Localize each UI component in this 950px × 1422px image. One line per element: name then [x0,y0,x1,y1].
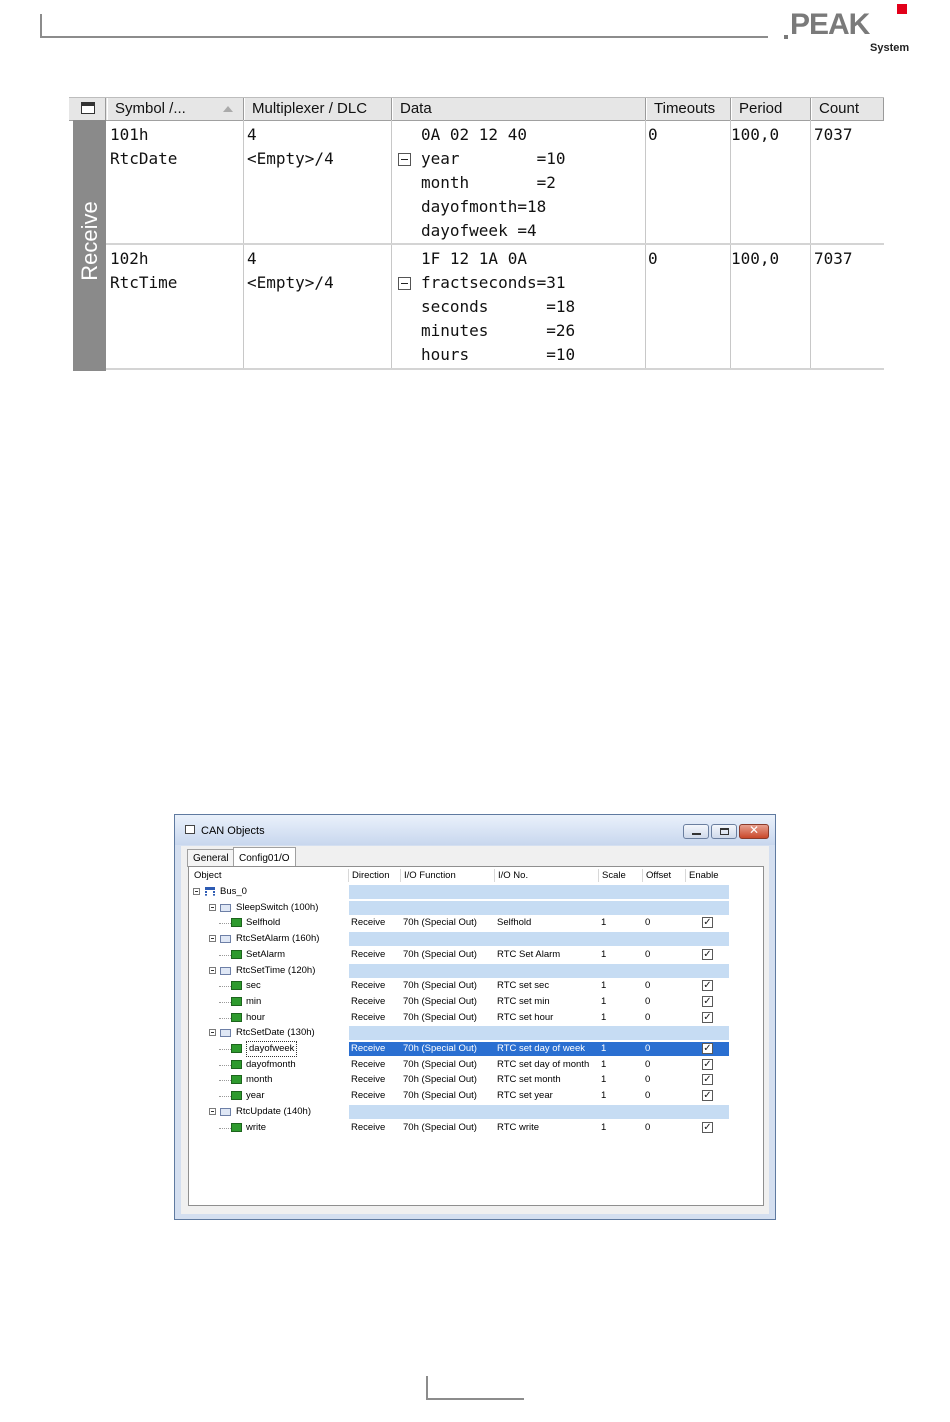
message-icon [220,935,231,943]
maximize-button[interactable] [711,824,737,839]
tree-row-bus[interactable] [189,884,734,900]
cell-dlc: 4 [247,249,257,268]
cell-count: 7037 [814,249,853,268]
receive-grid [69,97,884,371]
io-function-value: 70h (Special Out) [403,980,477,992]
enable-checkbox[interactable]: ✓ [703,980,712,992]
enable-checkbox[interactable]: ✓ [703,1058,712,1070]
direction-value: Receive [351,1011,386,1023]
object-name: SleepSwitch (100h) [236,901,319,913]
tree-row-message[interactable] [189,1025,734,1041]
cell-signal: dayofmonth=18 [421,197,547,216]
page-header-rule [40,14,768,38]
tab-general[interactable]: General [187,849,235,867]
message-icon [220,967,231,975]
tree-connector [219,1018,231,1020]
tree-connector [219,1002,231,1004]
cell-bytes: 0A 02 12 40 [421,125,527,144]
enable-checkbox[interactable]: ✓ [703,1121,712,1133]
io-signal-icon [231,1013,242,1022]
io-signal-icon [231,1075,242,1084]
cell-symbol: RtcDate [110,149,178,168]
logo-red-square [897,4,907,14]
object-name: Bus_0 [220,886,247,897]
io-signal-icon [231,1091,242,1100]
offset-value: 0 [645,1043,651,1054]
io-signal-icon [231,997,242,1006]
collapse-icon[interactable] [398,277,411,290]
cell-signal: seconds =18 [421,297,576,316]
object-name: RtcUpdate (140h) [236,1105,311,1117]
bus-icon [204,886,216,897]
cell-signal: year =10 [421,149,566,168]
object-name: SetAlarm [246,948,286,960]
collapse-icon[interactable] [193,888,200,895]
io-no-value: Selfhold [497,917,532,929]
cell-mux: <Empty>/4 [247,149,334,168]
io-signal-icon [231,981,242,990]
object-name: dayofweek [246,1041,297,1057]
cell-signal: minutes =26 [421,321,576,340]
scale-value: 1 [601,1121,607,1133]
tab-panel [181,846,769,1214]
col-io-function[interactable]: I/O Function [401,869,495,882]
tree-row-message[interactable] [189,900,734,916]
tree-row-io[interactable] [189,994,734,1010]
io-function-value: 70h (Special Out) [403,948,477,960]
direction-value: Receive [351,948,386,960]
offset-value: 0 [645,917,651,929]
tree-row-io[interactable] [189,1010,734,1026]
offset-value: 0 [645,1121,651,1133]
cell-timeouts: 0 [648,249,658,268]
logo-dot [784,35,788,39]
cell-period: 100,0 [731,125,780,144]
message-icon [220,904,231,912]
row-band [349,964,729,978]
object-name: write [246,1121,267,1133]
io-no-value: RTC Set Alarm [497,948,561,960]
row-band [349,885,729,899]
maximize-icon [720,828,729,835]
window-titlebar[interactable] [175,815,775,845]
cell-id: 101h [110,125,149,144]
tree-row-io[interactable] [189,947,734,963]
collapse-icon[interactable] [209,935,216,942]
col-mux[interactable]: Multiplexer / DLC [244,98,392,120]
object-name: min [246,995,262,1007]
object-name: RtcSetDate (130h) [236,1027,315,1039]
tree-connector [219,986,231,988]
cell-signal: month =2 [421,173,556,192]
grid-header [69,97,884,121]
grid-corner[interactable] [69,98,106,120]
window-icon [81,102,95,114]
scale-value: 1 [601,1074,607,1086]
io-signal-icon [231,1123,242,1132]
tree-row-io[interactable] [189,915,734,931]
object-name: Selfhold [246,917,281,929]
collapse-icon[interactable] [209,904,216,911]
row-band [349,932,729,946]
minimize-button[interactable] [683,824,709,839]
tree-connector [219,1065,231,1067]
cell-mux: <Empty>/4 [247,273,334,292]
offset-value: 0 [645,1011,651,1023]
app-icon [185,825,195,834]
tree-connector [219,1080,231,1082]
tree-connector [219,1049,231,1051]
cell-period: 100,0 [731,249,780,268]
receive-side-tab[interactable] [73,120,106,371]
logo-sub: System [870,42,910,54]
collapse-icon[interactable] [209,967,216,974]
close-icon: ✕ [748,823,760,837]
cell-id: 102h [110,249,149,268]
cell-signal: hours =10 [421,345,576,364]
col-scale[interactable]: Scale [599,869,643,882]
row-band [349,1026,729,1040]
enable-checkbox[interactable]: ✓ [703,1090,712,1102]
object-name: RtcSetTime (120h) [236,964,316,976]
col-enable[interactable]: Enable [689,870,719,881]
scale-value: 1 [601,995,607,1007]
tree-row-message[interactable] [189,963,734,979]
offset-value: 0 [645,995,651,1007]
scale-value: 1 [601,1058,607,1070]
tree-row-io[interactable] [189,978,734,994]
object-name: sec [246,980,261,992]
enable-checkbox[interactable]: ✓ [703,1074,712,1086]
tab-config01o[interactable]: Config01/O [233,847,296,867]
grid-row[interactable] [106,123,884,243]
tree-row-message[interactable] [189,931,734,947]
grid-row[interactable] [106,247,884,367]
collapse-icon[interactable] [209,1108,216,1115]
io-function-value: 70h (Special Out) [403,1011,477,1023]
tree-row-io[interactable] [189,1120,734,1136]
cell-dlc: 4 [247,125,257,144]
col-object[interactable]: Object [191,869,349,882]
row-divider [106,368,884,370]
io-signal-icon [231,950,242,959]
peak-system-logo [784,8,914,56]
io-no-value: RTC write [497,1121,540,1133]
col-symbol[interactable] [107,98,244,120]
offset-value: 0 [645,948,651,960]
scale-value: 1 [601,1043,607,1054]
offset-value: 0 [645,1058,651,1070]
io-function-value: 70h (Special Out) [403,1121,477,1133]
cell-symbol: RtcTime [110,273,178,292]
col-direction[interactable]: Direction [349,869,401,882]
offset-value: 0 [645,1074,651,1086]
io-no-value: RTC set hour [497,1011,554,1023]
tree-connector [219,1096,231,1098]
direction-value: Receive [351,980,386,992]
io-no-value: RTC set day of week [497,1043,586,1054]
can-objects-window [174,814,776,1220]
direction-value: Receive [351,1043,386,1054]
scale-value: 1 [601,1090,607,1102]
object-name: hour [246,1011,266,1023]
sort-ascending-icon [223,106,233,112]
io-signal-icon [231,918,242,927]
cell-bytes: 1F 12 1A 0A [421,249,527,268]
offset-value: 0 [645,980,651,992]
direction-value: Receive [351,1090,386,1102]
col-symbol-label: Symbol /... [115,100,186,117]
object-name: month [246,1074,273,1086]
tree-connector [219,1128,231,1130]
direction-value: Receive [351,917,386,929]
io-no-value: RTC set year [497,1090,553,1102]
io-no-value: RTC set month [497,1074,561,1086]
tree-row-io[interactable] [189,1041,734,1057]
enable-checkbox[interactable]: ✓ [703,1011,712,1023]
offset-value: 0 [645,1090,651,1102]
io-no-value: RTC set min [497,995,550,1007]
enable-checkbox[interactable]: ✓ [703,995,712,1007]
collapse-icon[interactable] [209,1029,216,1036]
direction-value: Receive [351,1058,386,1070]
scale-value: 1 [601,1011,607,1023]
io-function-value: 70h (Special Out) [403,995,477,1007]
io-function-value: 70h (Special Out) [403,1074,477,1086]
can-objects-tree[interactable] [188,866,764,1206]
row-band [349,901,729,915]
tree-row-io[interactable] [189,1057,734,1073]
row-band [349,1105,729,1119]
tree-row-io[interactable] [189,1072,734,1088]
col-io-no[interactable]: I/O No. [495,869,599,882]
scale-value: 1 [601,948,607,960]
tree-connector [219,955,231,957]
col-offset[interactable]: Offset [643,869,686,882]
message-icon [220,1108,231,1116]
side-label: Receive [77,201,102,281]
cell-timeouts: 0 [648,125,658,144]
cell-signal: dayofweek =4 [421,221,537,240]
page-footer-rule [426,1376,524,1400]
scale-value: 1 [601,917,607,929]
io-function-value: 70h (Special Out) [403,1043,477,1054]
close-button[interactable] [739,824,769,839]
direction-value: Receive [351,1074,386,1086]
io-function-value: 70h (Special Out) [403,1090,477,1102]
object-name: RtcSetAlarm (160h) [236,933,320,945]
enable-checkbox[interactable]: ✓ [703,917,712,929]
window-title: CAN Objects [201,825,265,837]
col-timeouts[interactable]: Timeouts [646,98,731,120]
enable-checkbox[interactable]: ✓ [703,948,712,960]
cell-count: 7037 [814,125,853,144]
col-data[interactable]: Data [392,98,646,120]
minimize-icon [692,833,701,835]
cell-signal: fractseconds=31 [421,273,566,292]
tree-row-io[interactable] [189,1088,734,1104]
tree-connector [219,923,231,925]
row-divider [106,243,884,245]
message-icon [220,1029,231,1037]
io-no-value: RTC set sec [497,980,550,992]
io-signal-icon [231,1060,242,1069]
tree-row-message[interactable] [189,1104,734,1120]
io-signal-icon [231,1044,242,1053]
io-no-value: RTC set day of month [497,1058,590,1070]
io-function-value: 70h (Special Out) [403,917,477,929]
logo-brand: PEAK [790,8,870,41]
object-name: year [246,1090,265,1102]
enable-checkbox[interactable]: ✓ [703,1043,712,1054]
io-function-value: 70h (Special Out) [403,1058,477,1070]
scale-value: 1 [601,980,607,992]
object-name: dayofmonth [246,1058,296,1070]
direction-value: Receive [351,995,386,1007]
col-count[interactable]: Count [811,98,884,120]
collapse-icon[interactable] [398,153,411,166]
direction-value: Receive [351,1121,386,1133]
col-period[interactable]: Period [731,98,811,120]
